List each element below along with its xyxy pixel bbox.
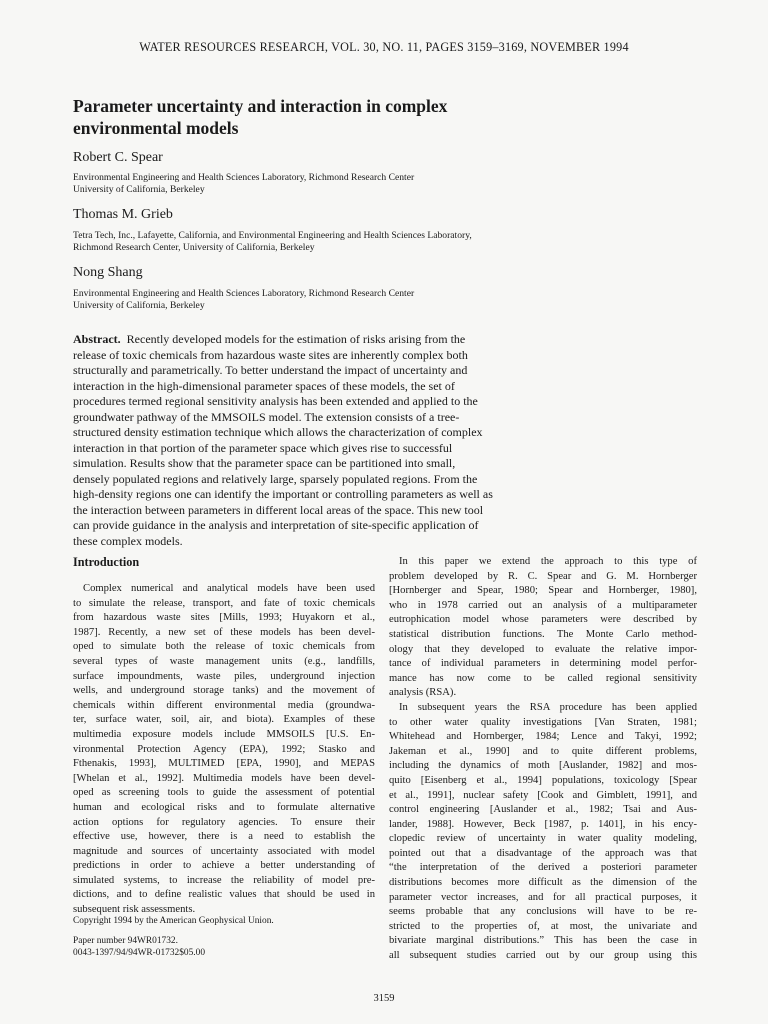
body-line: stricted to the properties of, at most, the univariate and (389, 920, 697, 932)
body-line: [Hornberger and Spear, 1980; Spear and Hornberger, 1980], (389, 585, 697, 597)
body-line: “the interpretation of the derived a posteriori parameter (389, 862, 697, 874)
body-line: ter, surface water, soil, air, and biota). Examples of these (73, 714, 375, 726)
body-line: oped as screening tools to guide the assessment of potential (73, 787, 375, 799)
abstract (73, 332, 573, 549)
publication-code: 0043-1397/94/94WR-01732$05.00 (73, 948, 206, 958)
body-line: 1987]. Recently, a new set of these models has been devel- (73, 626, 375, 638)
body-line: to simulate the release, transport, and fate of toxic chemicals (73, 597, 375, 609)
author-name: Thomas M. Grieb (73, 207, 173, 222)
body-column-right (389, 555, 697, 964)
author-affiliation (73, 172, 673, 196)
body-line: vironmental Protection Agency (EPA), 1992; Stasko and (73, 743, 375, 755)
affiliation-line: Tetra Tech, Inc., Lafayette, California, and Environmental Engineering and Health Sciences Laboratory, (73, 230, 472, 241)
affiliation-line: Richmond Research Center, University of California, Berkeley (73, 242, 315, 253)
abstract-line: structurally and parametrically. To better understand the impact of uncertainty and (73, 363, 468, 377)
body-line: quito [Eisenberg et al., 1994] populations, toxicology [Spear (389, 774, 697, 786)
body-line: problem developed by R. C. Spear and G. M. Hornberger (389, 570, 697, 582)
body-line: Fthenakis, 1993], MULTIMED [EPA, 1990], and MEPAS (73, 758, 375, 770)
body-line: distributions becomes more difficult as the dimension of the (389, 877, 697, 889)
author-affiliation (73, 230, 673, 254)
body-line: lander, 1988]. However, Beck [1987, p. 1401], in his ency- (389, 818, 697, 830)
body-line: statistical distribution functions. The Monte Carlo method- (389, 628, 697, 640)
abstract-line: groundwater pathway of the MMSOILS model. The extension consists of a tree- (73, 409, 460, 424)
body-line: bivariate marginal distributions.” This has been the case in (389, 935, 697, 947)
body-line: subsequent risk assessments. (73, 904, 196, 916)
body-line: pointed out that a disadvantage of the approach was that (389, 847, 697, 859)
body-line: simulated systems, to increase the reliability of model pre- (73, 874, 375, 886)
abstract-line: these complex models. (73, 533, 183, 548)
body-line: ology that they developed to evaluate the relative impor- (389, 643, 697, 655)
abstract-line: Recently developed models for the estimation of risks arising from the (126, 332, 466, 346)
section-heading-introduction: Introduction (73, 555, 140, 569)
body-line: Complex numerical and analytical models have been used (83, 583, 375, 594)
body-line: In subsequent years the RSA procedure has been applied (399, 701, 697, 713)
author-name: Nong Shang (73, 265, 143, 280)
body-line: chemicals within different environmental media (groundwa- (73, 699, 375, 711)
abstract-line: simulation. Results show that the parameter space can be partitioned into small, (73, 456, 456, 470)
affiliation-line: Environmental Engineering and Health Sciences Laboratory, Richmond Research Center (73, 288, 415, 299)
body-line: to other water quality investigations [Van Straten, 1981; (389, 716, 697, 728)
abstract-label: Abstract. (73, 332, 121, 346)
body-line: clopedic review of uncertainty in water quality modeling, (389, 833, 697, 845)
body-line: dictions, and to define realistic values that should be used in (73, 889, 375, 901)
abstract-line: densely populated regions and relatively large, sparsely populated regions. From the (73, 471, 478, 486)
body-line: surface impoundments, waste piles, underground injection (73, 670, 375, 682)
body-line: eutrophication model whose parameters were described by (389, 614, 697, 626)
body-line: multimedia exposure models include MMSOILS [U.S. En- (73, 728, 375, 740)
affiliation-line: Environmental Engineering and Health Sciences Laboratory, Richmond Research Center (73, 172, 415, 183)
body-line: Jakeman et al., 1990] and to quite different problems, (389, 745, 697, 757)
article-title (73, 95, 553, 139)
body-line: several types of waste management units (e.g., landfills, (73, 655, 375, 667)
body-line: human and ecological risks and to formulate alternative (73, 801, 375, 813)
body-line: action options for regulatory agencies. To ensure their (73, 816, 375, 828)
title-line: Parameter uncertainty and interaction in complex (73, 96, 448, 116)
abstract-line: structured density estimation technique which allows the characterization of complex (73, 425, 483, 439)
body-line: tance of individual parameters in determining model perfor- (389, 658, 697, 670)
running-head: WATER RESOURCES RESEARCH, VOL. 30, NO. 11, PAGES 3159–3169, NOVEMBER 1994 (139, 40, 629, 54)
abstract-line: procedures termed regional sensitivity analysis has been extended and applied to the (73, 394, 478, 408)
body-line: wells, and underground storage tanks) and the movement of (73, 685, 375, 697)
author-affiliation (73, 288, 673, 312)
author-name: Robert C. Spear (73, 150, 163, 165)
copyright-notice: Copyright 1994 by the American Geophysical Union. (73, 916, 274, 926)
paper-number: Paper number 94WR01732. (73, 936, 178, 946)
body-line: analysis (RSA). (389, 687, 457, 699)
body-line: [Whelan et al., 1992]. Multimedia models have been devel- (73, 772, 375, 784)
body-line: all subsequent studies carried out by our group using this (389, 950, 697, 962)
body-line: who in 1978 carried out an analysis of a multiparameter (389, 599, 697, 611)
body-column-left (73, 582, 375, 918)
body-line: oped to simulate both the release of toxic chemicals from (73, 641, 375, 653)
affiliation-line: University of California, Berkeley (73, 300, 205, 311)
body-line: et al., 1991], nuclear safety [Cook and Gimblett, 1991], and (389, 789, 697, 801)
body-line: parameter vector increases, and for all practical purposes, it (389, 891, 697, 903)
body-line: including the dynamics of moth [Auslander, 1982] and mos- (389, 760, 697, 772)
body-line: magnitude and sources of uncertainty associated with model (73, 845, 375, 857)
affiliation-line: University of California, Berkeley (73, 184, 205, 195)
body-line: from hazardous waste sites [Mills, 1993; Huyakorn et al., (73, 612, 375, 624)
title-line: environmental models (73, 118, 239, 138)
abstract-line: release of toxic chemicals from hazardous waste sites are inherently complex both (73, 347, 468, 362)
body-line: mance has now come to be called regional sensitivity (389, 672, 697, 684)
abstract-line: interaction in the high-dimensional parameter spaces of these models, the set of (73, 378, 455, 393)
abstract-line: the interaction between parameters in different local areas of the space. This new tool (73, 502, 484, 517)
page-number: 3159 (373, 993, 395, 1004)
body-line: control engineering [Auslander et al., 1982; Tsai and Aus- (389, 804, 697, 816)
body-line: predictions in order to achieve a better understanding of (73, 860, 375, 872)
body-line: Whitehead and Hornberger, 1984; Lence and Takyi, 1992; (389, 731, 697, 743)
abstract-line: can provide guidance in the analysis and interpretation of site-specific application of (73, 518, 479, 532)
abstract-line: interaction in that portion of the parameter space which gives rise to successful (73, 440, 453, 455)
front-matter-notes (73, 915, 274, 959)
body-line: seems probable that any conclusions will have to be re- (389, 906, 697, 918)
abstract-line: high-density regions one can identify the important or controlling parameters as well as (73, 487, 493, 501)
body-line: effective use, however, there is a need to establish the (73, 831, 375, 843)
body-line: In this paper we extend the approach to this type of (399, 556, 697, 567)
